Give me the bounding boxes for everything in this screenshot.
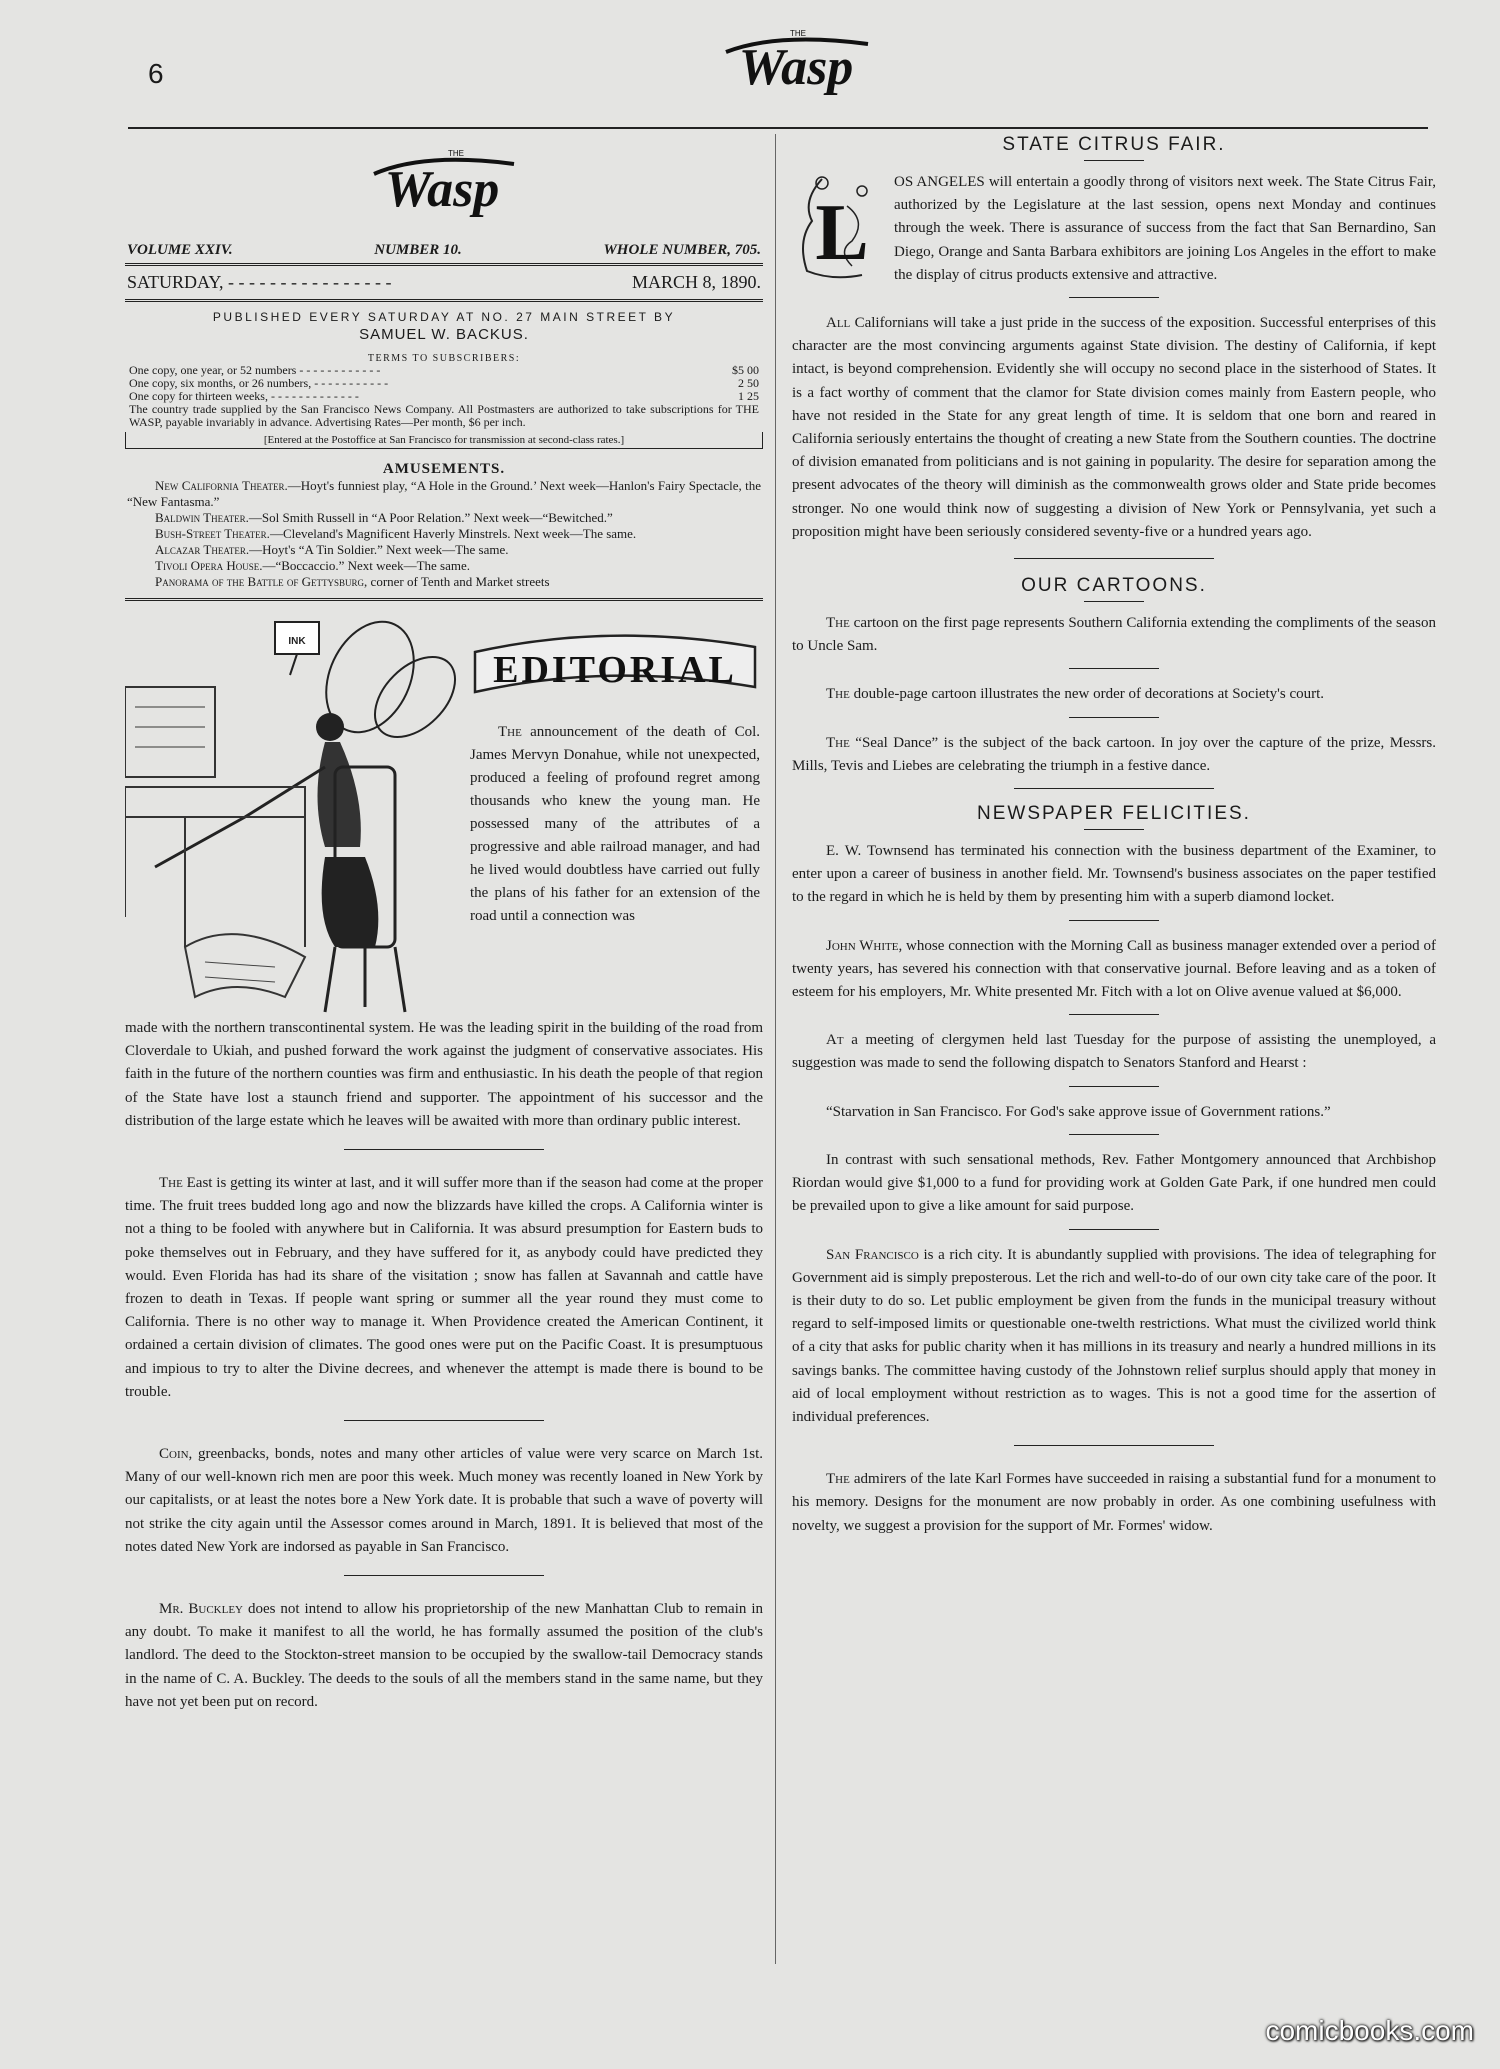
terms-label: One copy for thirteen weeks, - - - - - - - - - - - - - bbox=[129, 389, 359, 403]
wasp-logo-icon bbox=[718, 22, 878, 112]
entered-notice: [Entered at the Postoffice at San Francisco for transmission at second-class rates.] bbox=[125, 432, 763, 449]
separator bbox=[1014, 558, 1214, 559]
rule bbox=[125, 598, 763, 601]
terms-list bbox=[125, 364, 763, 403]
publisher-name: SAMUEL W. BACKUS. bbox=[359, 326, 529, 343]
separator bbox=[1069, 1014, 1159, 1015]
cartoons-double: The double-page cartoon illustrates the new order of decorations at Society's court. bbox=[826, 686, 1325, 703]
volume: VOLUME XXIV. bbox=[127, 242, 233, 258]
citrus-heading: STATE CITRUS FAIR. bbox=[1002, 134, 1226, 155]
citrus-lead: L OS ANGELES will entertain a goodly throng of visitors next week. The State Citrus Fair, authorized by the Legislature at the last session, opens next Monday and continues through the week. There is assurance of success from the fact that San Bernardino, San Diego, Orange and Santa Barbara exhibitors are joining Los Angeles in the effort to make the display of citrus products extensive and attractive. bbox=[792, 171, 1436, 287]
citrus-pride: All Californians will take a just pride in the success of the exposition. Successful enterprises of this character are the most convincing arguments against State division. The destiny of California, if kept intact, is beyond comprehension. Evidently she will occupy no second place in the sisterhood of States. It is a fact worthy of comment that the clamor for State division comes mainly from Eastern people, who have not resided in the State for any great length of time. It is seldom that one born and reared in California seriously entertains the thought of creating a new State from the Southern counties. The doctrine of division emanated from politicians and is not gaining in popularity. The desire for separation among the present advocates of the theory will diminish as the commonwealth grows older and State pride becomes stronger. No one would think now of suggesting a division of New York or Pennsylvania, yet such a proposition might have been seriously considered seventy-five or a hundred years ago. bbox=[792, 315, 1436, 540]
terms-note: The country trade supplied by the San Francisco News Company. All Postmasters are authorized to take subscriptions for THE WASP, payable invariably in advance. Advertising Rates—Per month, $6 per inch. bbox=[129, 402, 759, 429]
wasp-illustration bbox=[125, 617, 460, 1017]
felicities-montgomery: In contrast with such sensational methods, Rev. Father Montgomery announced that Archbishop Riordan would give $1,000 to a fund for providing work at Golden Gate Park, if one hundred men could be prevailed upon to give a like amount for said purpose. bbox=[792, 1151, 1436, 1215]
felicities-white: John White, whose connection with the Morning Call as business manager extended over a period of twenty years, has severed his connection with that conservative journal. Before leaving and as a token of esteem for his employers, Mr. White presented Mr. Fitch with a lot on Olive avenue valued at $6,000. bbox=[792, 937, 1436, 1001]
cartoons-back: The “Seal Dance” is the subject of the back cartoon. In joy over the capture of the prize, Messrs. Mills, Tevis and Liebes are celebrating the triumph in a festive dance. bbox=[792, 734, 1436, 774]
venue-text: —Cleveland's Magnificent Haverly Minstrels. Next week—The same. bbox=[269, 526, 637, 541]
separator bbox=[1069, 920, 1159, 921]
nameplate-the: THE bbox=[448, 149, 464, 158]
heading-rule bbox=[1084, 160, 1144, 161]
venue-text: —“Boccaccio.” Next week—The same. bbox=[262, 558, 471, 573]
terms-price: 1 25 bbox=[738, 389, 759, 403]
editorial-lead-continued: made with the northern transcontinental system. He was the leading spirit in the building of the road from Cloverdale to Ukiah, and pushed forward the work against the judgment of conservative associates. His faith in the future of the northern counties was firm and enthusiastic. In his death the people of that region of the State have lost a staunch friend and supporter. The appointment of his successor and the distribution of the large estate which he leaves will be awaited with more than ordinary public interest. bbox=[125, 1020, 763, 1129]
cartoons-first: The cartoon on the first page represents Southern California extending the compliments of the season to Uncle Sam. bbox=[792, 615, 1436, 655]
venue-text: corner of Tenth and Market streets bbox=[367, 574, 550, 589]
amusement-item bbox=[127, 526, 761, 542]
wasp-logo-icon bbox=[364, 140, 524, 236]
venue-name: New California Theater. bbox=[155, 478, 288, 493]
venue-text: —Hoyt's “A Tin Soldier.” Next week—The same. bbox=[249, 542, 509, 557]
lead-smallcaps: The bbox=[498, 724, 522, 740]
date-line bbox=[125, 270, 763, 295]
felicities-heading: NEWSPAPER FELICITIES. bbox=[977, 803, 1251, 825]
separator bbox=[344, 1420, 544, 1421]
nameplate-logo bbox=[364, 140, 524, 236]
terms-label: One copy, six months, or 26 numbers, - - - - - - - - - - - bbox=[129, 376, 389, 390]
editorial-coin: Coin, greenbacks, bonds, notes and many other articles of value were very scarce on March 1st. Many of our well-known rich men are poor this week. Much money was recently loaned in New York by our capitalists, or at least the notes bore a New York date. It is probable that such a wave of poverty will not strike the city again until the Assessor comes around in March, 1891. It is believed that most of the notes dated New York are indorsed as payable in San Francisco. bbox=[125, 1446, 763, 1555]
issue-day: SATURDAY, - - - - - - - - - - - - - - - - bbox=[127, 272, 392, 292]
venue-name: Panorama of the Battle of Gettysburg, bbox=[155, 574, 368, 589]
scroll-banner-icon bbox=[470, 627, 760, 707]
amusements-heading: AMUSEMENTS. bbox=[382, 461, 506, 477]
issue-date: MARCH 8, 1890. bbox=[631, 272, 761, 292]
amusements-list bbox=[125, 478, 763, 590]
separator bbox=[1069, 1086, 1159, 1087]
ornamental-dropcap-icon bbox=[792, 171, 886, 283]
amusement-item bbox=[127, 542, 761, 558]
felicities-townsend: E. W. Townsend has terminated his connection with the business department of the Examiner, to enter upon a career of business in another field. Mr. Townsend's business associates on the paper testified to the regard in which he is held by them by presenting him with a superb diamond locket. bbox=[792, 843, 1436, 906]
masthead-logo bbox=[718, 22, 878, 112]
right-column bbox=[792, 134, 1436, 1538]
separator bbox=[1069, 1229, 1159, 1230]
editorial-banner bbox=[470, 627, 760, 707]
editorial-lead bbox=[470, 721, 760, 928]
rule bbox=[125, 299, 763, 302]
separator bbox=[1069, 297, 1159, 298]
amusement-item bbox=[127, 558, 761, 574]
venue-name: Alcazar Theater. bbox=[155, 542, 250, 557]
separator bbox=[1014, 1445, 1214, 1446]
felicities-formes: The admirers of the late Karl Formes have succeeded in raising a substantial fund for a monument to his memory. Designs for the monument are now probably in order. As one combining usefulness with novelty, we suggest a provision for the support of Mr. Formes' widow. bbox=[792, 1471, 1436, 1534]
masthead-title: Wasp bbox=[738, 39, 854, 96]
page-number: 6 bbox=[148, 58, 164, 89]
venue-text: —Hoyt's funniest play, “A Hole in the Ground.’ Next week—Hanlon's Fairy Spectacle, the “New Fantasma.” bbox=[127, 478, 761, 509]
terms-price: $5 00 bbox=[732, 363, 759, 377]
separator bbox=[1069, 717, 1159, 718]
nameplate-title: Wasp bbox=[384, 161, 500, 218]
separator bbox=[1069, 668, 1159, 669]
whole-number: WHOLE NUMBER, 705. bbox=[603, 242, 761, 258]
felicities-quote: “Starvation in San Francisco. For God's sake approve issue of Government rations.” bbox=[826, 1103, 1331, 1120]
svg-text:INK: INK bbox=[288, 636, 306, 647]
watermark: comicbooks.com bbox=[1265, 2015, 1474, 2046]
amusement-item bbox=[127, 574, 761, 590]
editorial-title: EDITORIAL bbox=[493, 649, 737, 691]
number: NUMBER 10. bbox=[374, 242, 462, 258]
left-column bbox=[125, 134, 763, 1714]
heading-rule bbox=[1084, 601, 1144, 602]
venue-text: —Sol Smith Russell in “A Poor Relation.” Next week—“Bewitched.” bbox=[248, 510, 613, 525]
masthead-the: THE bbox=[790, 29, 806, 38]
rule bbox=[125, 263, 763, 266]
venue-name: Baldwin Theater. bbox=[155, 510, 249, 525]
felicities-clergymen: At a meeting of clergymen held last Tuesday for the purpose of assisting the unemployed, a suggestion was made to send the following dispatch to Senators Stanford and Hearst : bbox=[792, 1032, 1436, 1072]
terms-price: 2 50 bbox=[738, 376, 759, 390]
lead-text: announcement of the death of Col. James Mervyn Donahue, while not unexpected, produced a feeling of profound regret among thousands who knew the young man. He possessed many of the attributes of a progressive and able railroad manager, and had he lived would doubtless have carried out fully the plans of his father for an extension of the road until a connection was bbox=[470, 724, 760, 924]
separator bbox=[1014, 788, 1214, 789]
editorial-section bbox=[125, 617, 763, 1017]
volume-line bbox=[125, 242, 763, 259]
editorial-east-winter: The East is getting its winter at last, and it will suffer more than if the season had come at the proper time. The fruit trees budded long ago and now the blizzards have killed the crops. A California winter is not a thing to be fooled with anywhere but in California. It was absurd presumption for Eastern buds to poke themselves out in February, and they have suffered for it, as anybody could have predicted they would. Even Florida has had its share of the visitation ; snow has fallen at Savannah and cattle have frozen to death in Texas. If people want spring or summer all the year round they must come to California. There is no other way to manage it. When Providence created the American Continent, it ordained a certain division of climates. The good ones were put on the Pacific Coast. It is presumptuous and impious to try to alter the Divine decrees, and whenever the attempt is made there is bound to be trouble. bbox=[125, 1175, 763, 1400]
editorial-buckley: Mr. Buckley does not intend to allow his proprietorship of the new Manhattan Club to remain in any doubt. To make it manifest to all the world, he has formally assumed the position of the club's landlord. The deed to the Stockton-street mansion to be occupied by the swallow-tail Democracy stands in the name of C. A. Buckley. The deeds to the souls of all the members stand in the same name, but they have not yet been put on record. bbox=[125, 1601, 763, 1710]
top-rule bbox=[128, 127, 1428, 129]
terms-heading: TERMS TO SUBSCRIBERS: bbox=[367, 353, 521, 364]
separator bbox=[1069, 1134, 1159, 1135]
separator bbox=[344, 1149, 544, 1150]
separator bbox=[344, 1575, 544, 1576]
cartoons-heading: OUR CARTOONS. bbox=[1021, 575, 1207, 597]
venue-name: Bush-Street Theater. bbox=[155, 526, 270, 541]
dropcap-letter: L bbox=[815, 189, 869, 277]
venue-name: Tivoli Opera House. bbox=[155, 558, 263, 573]
amusement-item bbox=[127, 478, 761, 510]
felicities-san-francisco: San Francisco is a rich city. It is abundantly supplied with provisions. The idea of telegraphing for Government aid is simply preposterous. Let the rich and well-to-do of our own city take care of the poor. It is their duty to do so. Let public employment be given from the funds in the municipal treasury without regard to self-imposed limits or questionable one-twelth restrictions. What must the civilized world think of a city that asks for public charity when it has millions in its treasury and nearly a hundred millions in its savings banks. The committee having custody of the Johnstown relief surplus should apply that money in aid of local employment without restriction as to wages. This is not a good time for the assertion of individual preferences. bbox=[792, 1246, 1436, 1425]
amusement-item bbox=[127, 510, 761, 526]
publisher-line: PUBLISHED EVERY SATURDAY AT NO. 27 MAIN STREET BY bbox=[212, 310, 676, 324]
wasp-writer-icon bbox=[125, 617, 460, 1017]
heading-rule bbox=[1084, 829, 1144, 830]
column-divider bbox=[775, 134, 776, 1964]
terms-label: One copy, one year, or 52 numbers - - - - - - - - - - - - bbox=[129, 363, 381, 377]
